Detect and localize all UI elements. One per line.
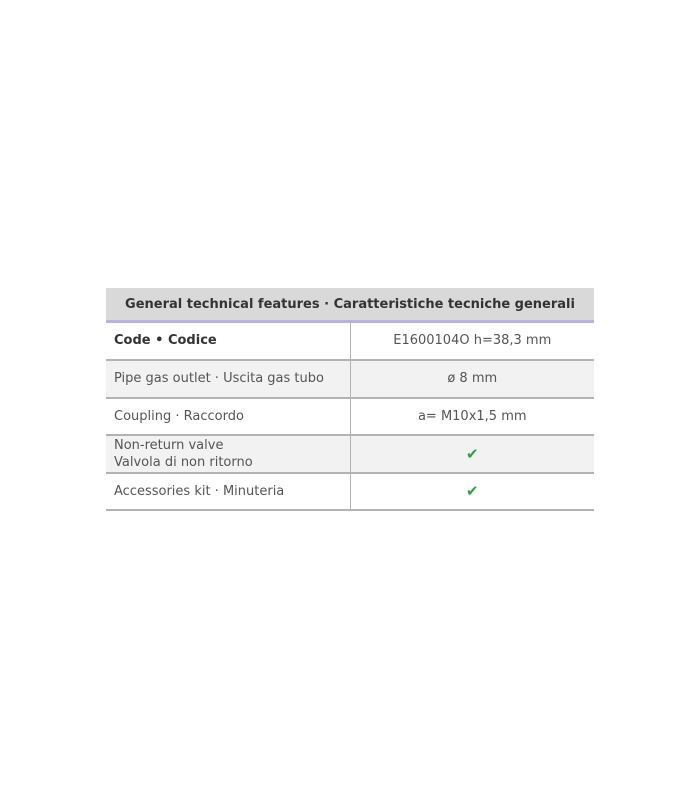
row-label-line-english: Non-return valve bbox=[114, 437, 224, 453]
row-value-code: E1600104O h=38,3 mm bbox=[350, 322, 594, 360]
row-value-coupling: a= M10x1,5 mm bbox=[350, 398, 594, 435]
table-row-pipe-gas-outlet bbox=[106, 360, 594, 398]
table-row-code bbox=[106, 322, 594, 360]
row-value-accessories-kit bbox=[350, 473, 594, 510]
row-label-line-italian: Valvola di non ritorno bbox=[114, 454, 253, 470]
technical-features-table bbox=[106, 288, 594, 511]
row-label-non-return-valve bbox=[106, 435, 350, 473]
table-row-accessories-kit bbox=[106, 473, 594, 510]
checkmark-icon: ✔ bbox=[465, 444, 479, 463]
row-label-code: Code • Codice bbox=[106, 322, 350, 360]
row-label-pipe-gas-outlet: Pipe gas outlet · Uscita gas tubo bbox=[106, 360, 350, 398]
row-value-pipe-gas-outlet: ø 8 mm bbox=[350, 360, 594, 398]
checkmark-icon: ✔ bbox=[465, 482, 479, 500]
table-row-non-return-valve bbox=[106, 435, 594, 473]
table-header-row bbox=[106, 288, 594, 322]
row-label-accessories-kit: Accessories kit · Minuteria bbox=[106, 473, 350, 510]
row-value-non-return-valve bbox=[350, 435, 594, 473]
row-label-coupling: Coupling · Raccordo bbox=[106, 398, 350, 435]
table-header: General technical features · Caratteristiche tecniche generali bbox=[106, 288, 594, 322]
table-row-coupling bbox=[106, 398, 594, 435]
